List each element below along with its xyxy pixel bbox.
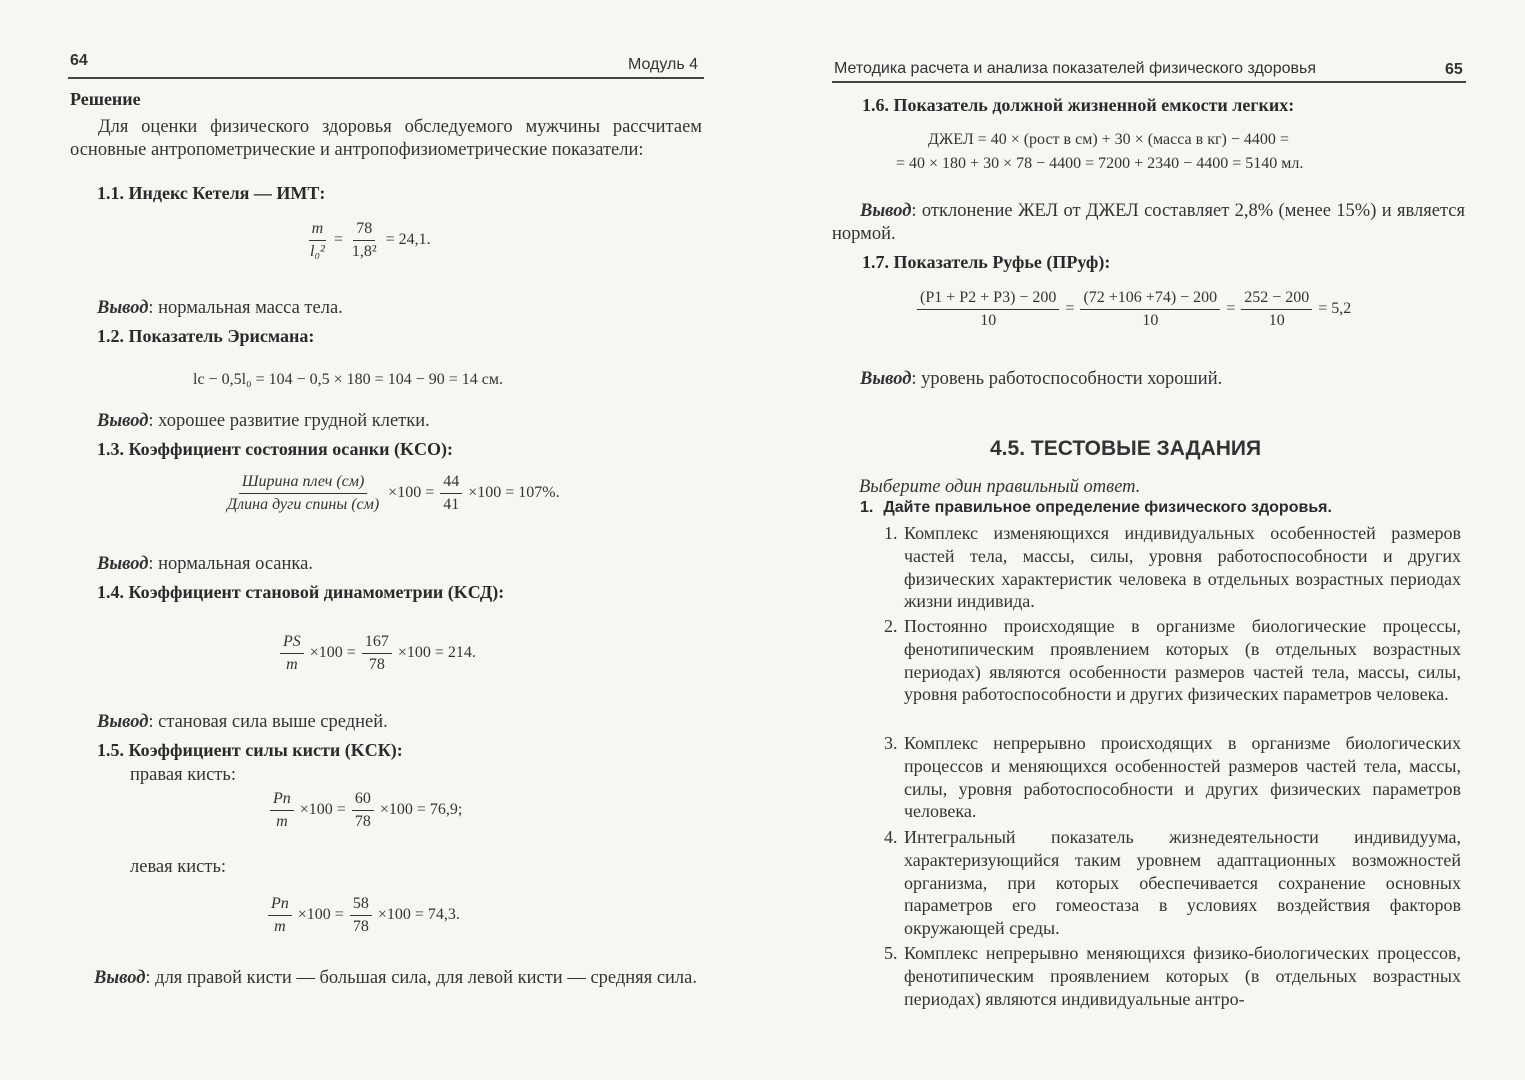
conclusion-text: : нормальная осанка.: [148, 554, 313, 574]
fraction-numerator: 78: [353, 220, 375, 241]
header-rule: [832, 81, 1466, 83]
section-heading-1-6: 1.6. Показатель должной жизненной емкости легких:: [862, 95, 1295, 115]
fraction-denominator: m: [276, 813, 288, 830]
fraction-numerator: (P1 + P2 + P3) − 200: [917, 289, 1059, 310]
vivod-label: Вывод: [860, 369, 912, 389]
answer-text: Комплекс изменяющихся индивидуальных особенностей размеров частей тела, массы, силы, уровня работоспособности и других физических характеристик человека в отдельных возрастных периодах жизни индивида.: [904, 523, 1461, 612]
formula-result: ×100 = 107%.: [468, 484, 560, 502]
conclusion-text: : нормальная масса тела.: [148, 298, 343, 318]
section-heading-1-5: 1.5. Коэффициент силы кисти (KСК):: [97, 740, 403, 760]
left-page: [0, 0, 762, 1080]
answer-option: [884, 732, 1461, 823]
fraction-numerator: 58: [350, 895, 372, 916]
vivod-label: Вывод: [97, 411, 149, 431]
conclusion-text: : уровень работоспособности хороший.: [911, 369, 1223, 389]
fraction-numerator: m: [309, 220, 327, 241]
vivod-label: Вывод: [860, 201, 912, 221]
answer-option: [884, 826, 1461, 940]
conclusion-text: : хорошее развитие грудной клетки.: [148, 411, 430, 431]
formula-jel-line2: = 40 × 180 + 30 × 78 − 4400 = 7200 + 2340 − 4400 = 5140 мл.: [896, 155, 1304, 172]
section-heading-1-7: 1.7. Показатель Руфье (ПРуф):: [862, 252, 1111, 272]
formula-result: ×100 = 76,9;: [379, 801, 463, 819]
running-header: Методика расчета и анализа показателей физического здоровья: [834, 60, 1316, 77]
fraction-numerator: 252 − 200: [1241, 289, 1312, 310]
formula-right-hand: [268, 790, 462, 831]
formula-ketle: $\frac{m}{\text{l₀²}}$ = $\frac{78}{\text{1,8²}}$ = 24,1.: [305, 220, 431, 261]
solution-heading: Решение: [70, 89, 141, 109]
answer-number: 5.: [884, 943, 898, 963]
answer-text: Комплекс непрерывно происходящих в организме биологических процессов и меняющихся особенностей размеров частей тела, массы, силы, уровня работоспособности и других физических параметров человека.: [904, 733, 1461, 822]
answer-text: Комплекс непрерывно меняющихся физико-биологических процессов, фенотипическим проявлением которых (в отдельных возрастных периодах) являются индивидуальные антро-: [904, 943, 1461, 1009]
fraction-denominator: 78: [352, 918, 369, 935]
formula-left-hand: [266, 895, 460, 936]
fraction-denominator: 10: [1142, 312, 1159, 329]
section-title: 4.5. ТЕСТОВЫЕ ЗАДАНИЯ: [990, 437, 1262, 460]
formula-operator: ×100 =: [309, 644, 356, 662]
conclusion-text: : отклонение ЖЕЛ от ДЖЕЛ составляет 2,8% (менее 15%) и является нормой.: [832, 201, 1465, 244]
page-number: 64: [70, 52, 88, 69]
section-heading-1-4: 1.4. Коэффициент становой динамометрии (KСД):: [97, 582, 505, 602]
answer-number: 3.: [884, 733, 898, 753]
answer-option: [884, 615, 1461, 706]
formula-result: ×100 = 214.: [397, 644, 476, 662]
formula-result: ×100 = 74,3.: [377, 906, 460, 924]
answer-number: 1.: [884, 523, 898, 543]
formula-operator: ×100 =: [299, 801, 346, 819]
fraction-numerator: 60: [352, 790, 374, 811]
formula-rufier: $\frac{(P1 + P2 + P3) - 200}{10}$ = $\frac{(72 +106 +74) - 200}{10}$ = $\frac{252 - 200}{10}$ = 5,2: [915, 289, 1351, 330]
question-number: 1.: [860, 499, 874, 516]
fraction-numerator: Ширина плеч (см): [239, 473, 368, 494]
answer-number: 4.: [884, 827, 898, 847]
fraction-denominator: 1,8²: [351, 243, 377, 260]
page-number: 65: [1445, 61, 1463, 78]
fraction-denominator: m: [274, 918, 286, 935]
intro-paragraph: Для оценки физического здоровья обследуемого мужчины рассчитаем основные антропометрические и антропофизиометрические показатели:: [70, 117, 702, 160]
fraction-denominator: 78: [368, 656, 385, 673]
fraction-numerator: 44: [440, 473, 462, 494]
section-heading-1-1: 1.1. Индекс Кетеля — ИМТ:: [97, 183, 326, 203]
vivod-label: Вывод: [97, 298, 149, 318]
vivod-label: Вывод: [97, 554, 149, 574]
fraction-denominator: 10: [980, 312, 997, 329]
formula-operator: ×100 =: [297, 906, 344, 924]
right-page: [762, 0, 1525, 1080]
fraction-numerator: Pп: [268, 895, 292, 916]
answer-option: [884, 522, 1461, 613]
fraction-numerator: (72 +106 +74) − 200: [1080, 289, 1220, 310]
running-header: Модуль 4: [628, 56, 699, 73]
vivod-label: Вывод: [97, 712, 149, 732]
left-hand-label: левая кисть:: [130, 857, 227, 877]
formula-jel-line1: ДЖЕЛ = 40 × (рост в см) + 30 × (масса в кг) − 4400 =: [928, 131, 1289, 148]
fraction-denominator: 41: [443, 496, 460, 513]
formula-operator: ×100 =: [388, 484, 435, 502]
fraction-denominator: 10: [1268, 312, 1285, 329]
section-heading-1-3: 1.3. Коэффициент состояния осанки (KСО):: [97, 439, 454, 459]
formula-erisman: lс − 0,5l₀ = 104 − 0,5 × 180 = 104 − 90 = 14 см.: [193, 371, 503, 388]
formula-dynamometry: [278, 633, 476, 674]
question-text: Дайте правильное определение физического здоровья.: [883, 499, 1332, 516]
right-hand-label: правая кисть:: [130, 765, 236, 785]
answer-number: 2.: [884, 616, 898, 636]
header-rule: [68, 77, 704, 79]
conclusion-text: : становая сила выше средней.: [148, 712, 388, 732]
question-1: [860, 499, 1332, 517]
instruction: Выберите один правильный ответ.: [859, 477, 1141, 497]
fraction-denominator: m: [286, 656, 298, 673]
vivod-label: Вывод: [94, 968, 146, 988]
formula-posture: [222, 473, 560, 514]
answer-option: [884, 942, 1461, 1010]
fraction-numerator: PS: [280, 633, 304, 654]
answer-text: Интегральный показатель жизнедеятельности индивидуума, характеризующийся таким уровнем адаптационных возможностей организма, при которых обеспечивается сохранение основных параметров его гомеостаза в условиях воздействия факторов окружающей среды.: [904, 827, 1461, 939]
fraction-numerator: Pп: [270, 790, 294, 811]
fraction-numerator: 167: [362, 633, 392, 654]
conclusion-1-1: [97, 297, 343, 320]
conclusion-1-5: [70, 967, 697, 990]
conclusion-1-3: [97, 553, 313, 576]
formula-result: = 5,2: [1318, 300, 1352, 318]
answer-text: Постоянно происходящие в организме биологические процессы, фенотипическим проявлением которых (в отдельных возрастных периодах) являются особенности размеров частей тела, массы, силы, уровня работоспособности и других физических параметров человека.: [904, 616, 1461, 705]
fraction-denominator: Длина дуги спины (см): [227, 496, 380, 513]
fraction-denominator: 78: [354, 813, 371, 830]
conclusion-1-2: [97, 410, 430, 433]
conclusion-1-6: [832, 200, 1465, 245]
fraction-denominator: l₀²: [310, 243, 325, 260]
section-heading-1-2: 1.2. Показатель Эрисмана:: [97, 326, 315, 346]
conclusion-1-4: [97, 711, 388, 734]
conclusion-1-7: [860, 368, 1222, 391]
conclusion-text: : для правой кисти — большая сила, для левой кисти — средняя сила.: [145, 968, 698, 988]
formula-result: = 24,1.: [385, 231, 431, 249]
